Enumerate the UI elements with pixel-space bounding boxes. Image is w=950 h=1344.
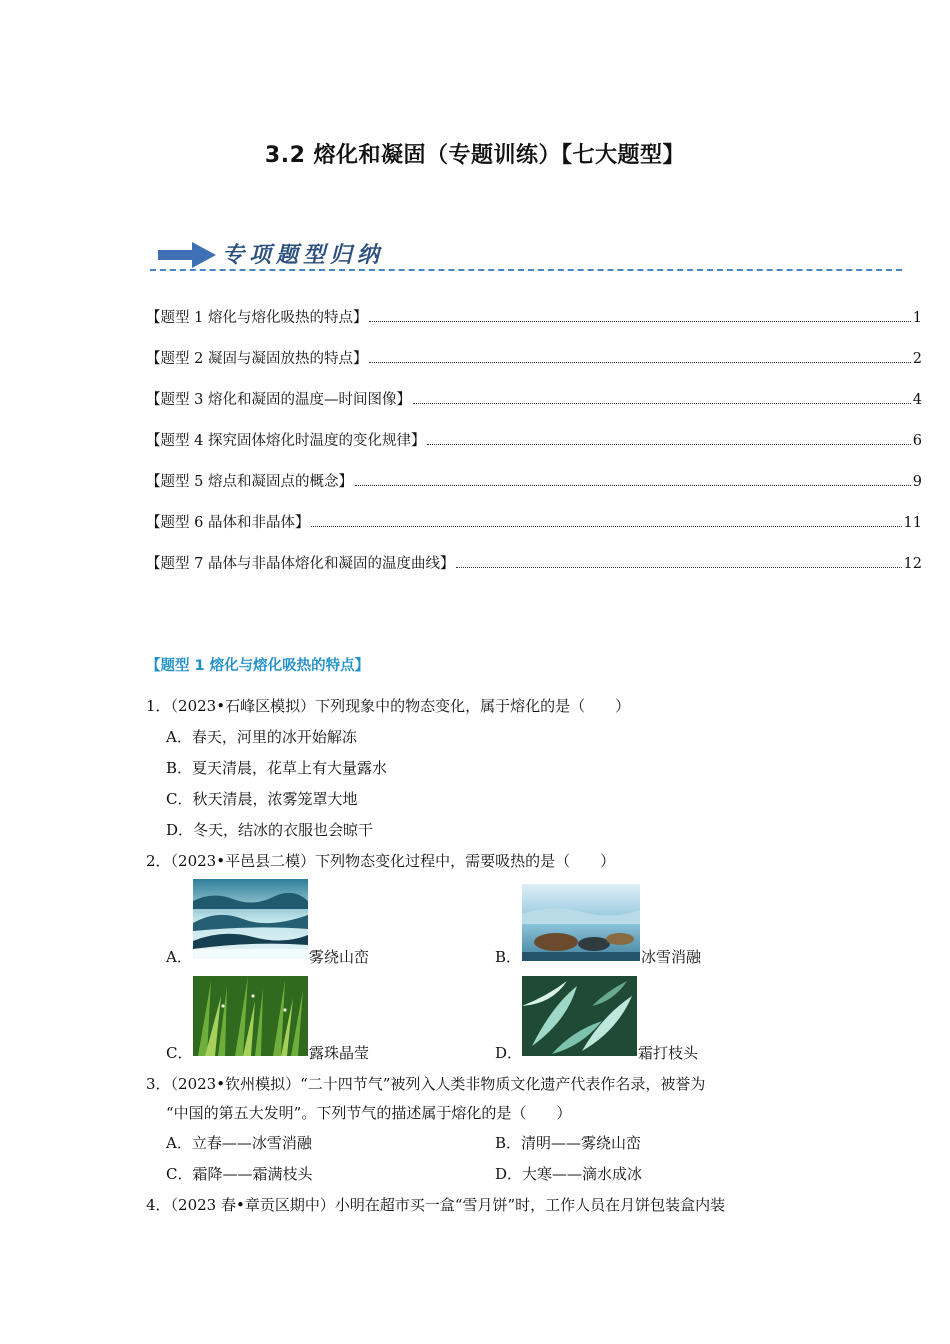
misty-mountains-photo	[193, 879, 308, 959]
question-3-stem-line-2: “中国的第五大发明”。下列节气的描述属于熔化的是（ ）	[166, 1104, 572, 1122]
toc-row[interactable]	[146, 429, 922, 470]
question-1-option-b: B．夏天清晨，花草上有大量露水	[166, 759, 388, 777]
question-1-option-c: C．秋天清晨，浓雾笼罩大地	[166, 790, 358, 808]
toc-row[interactable]	[146, 306, 922, 347]
toc-page-number: 11	[903, 515, 922, 531]
toc-row[interactable]	[146, 470, 922, 511]
topic-heading: 【题型 1 熔化与熔化吸热的特点】	[146, 658, 370, 674]
question-2-option-a-letter: A．	[166, 948, 192, 966]
toc-page-number: 1	[912, 310, 922, 326]
toc-label: 【题型 1 熔化与熔化吸热的特点】	[146, 310, 368, 326]
toc-page-number: 12	[903, 556, 922, 572]
question-2-option-d-caption: 霜打枝头	[638, 1044, 699, 1062]
toc-leader	[413, 403, 911, 404]
question-3-option-c: C．霜降——霜满枝头	[166, 1165, 313, 1183]
question-2-option-c-letter: C．	[166, 1044, 193, 1062]
toc-label: 【题型 6 晶体和非晶体】	[146, 515, 310, 531]
toc-page-number: 6	[912, 433, 922, 449]
question-2-option-d-letter: D．	[495, 1044, 523, 1062]
table-of-contents	[146, 306, 922, 593]
question-2-stem: 2．（2023•平邑县二模）下列物态变化过程中，需要吸热的是（ ）	[146, 852, 616, 870]
section-banner	[150, 236, 902, 276]
question-1-stem: 1．（2023•石峰区模拟）下列现象中的物态变化，属于熔化的是（ ）	[146, 697, 631, 715]
toc-leader	[427, 444, 910, 445]
toc-page-number: 4	[912, 392, 922, 408]
toc-page-number: 2	[912, 351, 922, 367]
question-2-option-c-caption: 露珠晶莹	[309, 1044, 370, 1062]
toc-label: 【题型 3 熔化和凝固的温度—时间图像】	[146, 392, 411, 408]
toc-leader	[311, 526, 901, 527]
toc-label: 【题型 2 凝固与凝固放热的特点】	[146, 351, 368, 367]
melting-snow-photo	[522, 884, 640, 961]
toc-label: 【题型 4 探究固体熔化时温度的变化规律】	[146, 433, 426, 449]
question-2-option-b-caption: 冰雪消融	[641, 948, 702, 966]
toc-leader	[369, 321, 910, 322]
arrow-right-icon	[158, 242, 216, 268]
frosted-leaves-photo	[522, 976, 637, 1056]
toc-leader	[355, 485, 911, 486]
toc-row[interactable]	[146, 511, 922, 552]
toc-row[interactable]	[146, 388, 922, 429]
question-1-option-a: A．春天，河里的冰开始解冻	[166, 728, 357, 746]
toc-page-number: 9	[912, 474, 922, 490]
toc-label: 【题型 7 晶体与非晶体熔化和凝固的温度曲线】	[146, 556, 455, 572]
toc-label: 【题型 5 熔点和凝固点的概念】	[146, 474, 353, 490]
question-4-stem: 4．（2023 春•章贡区期中）小明在超市买一盒“雪月饼”时，工作人员在月饼包装盒内装	[146, 1196, 726, 1214]
toc-leader	[369, 362, 910, 363]
toc-leader	[456, 567, 901, 568]
question-1-option-d: D．冬天，结冰的衣服也会晾干	[166, 821, 374, 839]
question-2-option-a-caption: 雾绕山峦	[309, 948, 370, 966]
question-2-option-b-letter: B．	[495, 948, 522, 966]
page-title: 3.2 熔化和凝固（专题训练）【七大题型】	[264, 143, 686, 168]
question-3-option-b: B．清明——雾绕山峦	[495, 1134, 642, 1152]
question-3-option-d: D．大寒——滴水成冰	[495, 1165, 643, 1183]
question-3-option-a: A．立春——冰雪消融	[166, 1134, 312, 1152]
toc-row[interactable]	[146, 347, 922, 388]
question-3-stem-line-1: 3．（2023•钦州模拟）“二十四节气”被列入人类非物质文化遗产代表作名录，被誉为	[146, 1075, 706, 1093]
banner-divider	[150, 269, 902, 271]
toc-row[interactable]	[146, 552, 922, 593]
banner-title: 专项题型归纳	[222, 243, 385, 268]
dewy-grass-photo	[193, 976, 308, 1056]
